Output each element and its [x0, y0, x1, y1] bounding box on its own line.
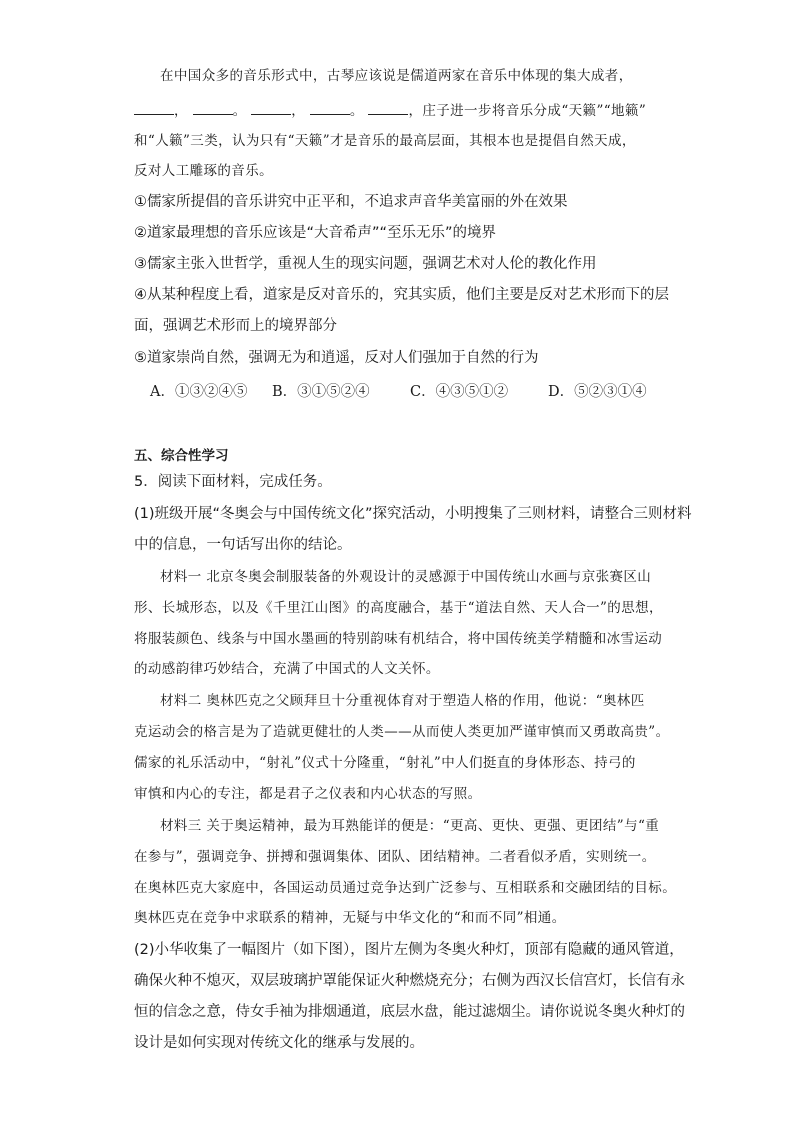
task-2-line-1: (2)小华收集了一幅图片（如下图），图片左侧为冬奥火种灯，顶部有隐藏的通风管道，: [134, 942, 684, 958]
blank-sep-3: ，: [291, 103, 306, 119]
material-1-line-3: 将服装颜色、线条与中国水墨画的特别韵味有机结合，将中国传统美学精髓和冰雪运动: [134, 631, 663, 647]
material-1-line-1: 材料一 北京冬奥会制服装备的外观设计的灵感源于中国传统山水画与京张赛区山: [160, 569, 652, 585]
material-1-line-2: 形、长城形态，以及《千里江山图》的高度融合，基于“道法自然、天人合一”的思想，: [134, 600, 663, 616]
blank-sep-2: 。: [232, 103, 247, 119]
material-3-line-3: 在奥林匹克大家庭中，各国运动员通过竞争达到广泛参与、互相联系和交融团结的目标。: [134, 880, 677, 896]
fill-blank-4[interactable]: [310, 100, 350, 115]
material-2-line-1: 材料二 奥林匹克之父顾拜旦十分重视体育对于塑造人格的作用，他说：“奥林匹: [160, 693, 645, 709]
material-2-line-3: 儒家的礼乐活动中，“射礼”仪式十分隆重，“射礼”中人们挺直的身体形态、持弓的: [134, 755, 636, 771]
statement-4-line-1: ④从某种程度上看，道家是反对音乐的，究其实质，他们主要是反对艺术形而下的层: [134, 287, 669, 303]
material-3-line-4: 奥林匹克在竞争中求联系的精神，无疑与中华文化的“和而不同”相通。: [134, 910, 566, 926]
fill-blank-1[interactable]: [134, 100, 174, 115]
option-b[interactable]: B．③①⑤②④: [272, 384, 370, 400]
option-c[interactable]: C．④③⑤①②: [410, 384, 509, 400]
option-d[interactable]: D．⑤②③①④: [548, 384, 647, 400]
fill-blank-3[interactable]: [251, 100, 291, 115]
task-2-line-2: 确保火种不熄灭，双层玻璃护罩能保证火种燃烧充分；右侧为西汉长信宫灯，长信有永: [134, 973, 685, 989]
passage-line-3: 和“人籁”三类，认为只有“天籁”才是音乐的最高层面，其根本也是提倡自然天成，: [134, 133, 636, 149]
material-3-line-1: 材料三 关于奥运精神，最为耳熟能详的便是：“更高、更快、更强、更团结”与“重: [160, 818, 660, 834]
fill-blank-2[interactable]: [193, 100, 233, 115]
section-title: 五、综合性学习: [134, 448, 229, 464]
question-5-stem: 5．阅读下面材料，完成任务。: [134, 474, 332, 490]
passage-line-2-rest: ，庄子进一步将音乐分成“天籁”“地籁”: [408, 103, 647, 119]
statement-5: ⑤道家崇尚自然，强调无为和逍遥，反对人们强加于自然的行为: [134, 350, 539, 366]
task-1-line-1: (1)班级开展“冬奥会与中国传统文化”探究活动，小明搜集了三则材料，请整合三则材料: [134, 506, 692, 522]
option-a[interactable]: A．①③②④⑤: [150, 384, 248, 400]
passage-line-4: 反对人工雕琢的音乐。: [134, 163, 273, 179]
material-3-line-2: 在参与”，强调竞争、拼搏和强调集体、团队、团结精神。二者看似矛盾，实则统一。: [134, 849, 656, 865]
fill-blank-5[interactable]: [368, 100, 408, 115]
task-2-line-3: 恒的信念之意，侍女手袖为排烟通道，底层水盘，能过滤烟尘。请你说说冬奥火种灯的: [134, 1004, 685, 1020]
statement-4-line-2: 面，强调艺术形而上的境界部分: [134, 318, 337, 334]
task-2-line-4: 设计是如何实现对传统文化的继承与发展的。: [134, 1035, 424, 1051]
statement-2: ②道家最理想的音乐应该是“大音希声”“至乐无乐”的境界: [134, 225, 497, 241]
passage-line-1: 在中国众多的音乐形式中，古琴应该说是儒道两家在音乐中体现的集大成者，: [160, 68, 633, 84]
blank-sep-4: 。: [349, 103, 364, 119]
blank-sep-1: ，: [174, 103, 188, 119]
statement-1: ①儒家所提倡的音乐讲究中正平和，不追求声音华美富丽的外在效果: [134, 194, 568, 210]
passage-line-blanks: [134, 100, 646, 121]
task-1-line-2: 中的信息，一句话写出你的结论。: [134, 537, 352, 553]
material-2-line-2: 克运动会的格言是为了造就更健壮的人类——从而使人类更加严谨审慎而又勇敢高贵”。: [134, 724, 670, 740]
material-1-line-4: 的动感韵律巧妙结合，充满了中国式的人文关怀。: [134, 661, 440, 677]
material-2-line-4: 审慎和内心的专注，都是君子之仪表和内心状态的写照。: [134, 786, 482, 802]
statement-3: ③儒家主张入世哲学，重视人生的现实问题，强调艺术对人伦的教化作用: [134, 256, 597, 272]
